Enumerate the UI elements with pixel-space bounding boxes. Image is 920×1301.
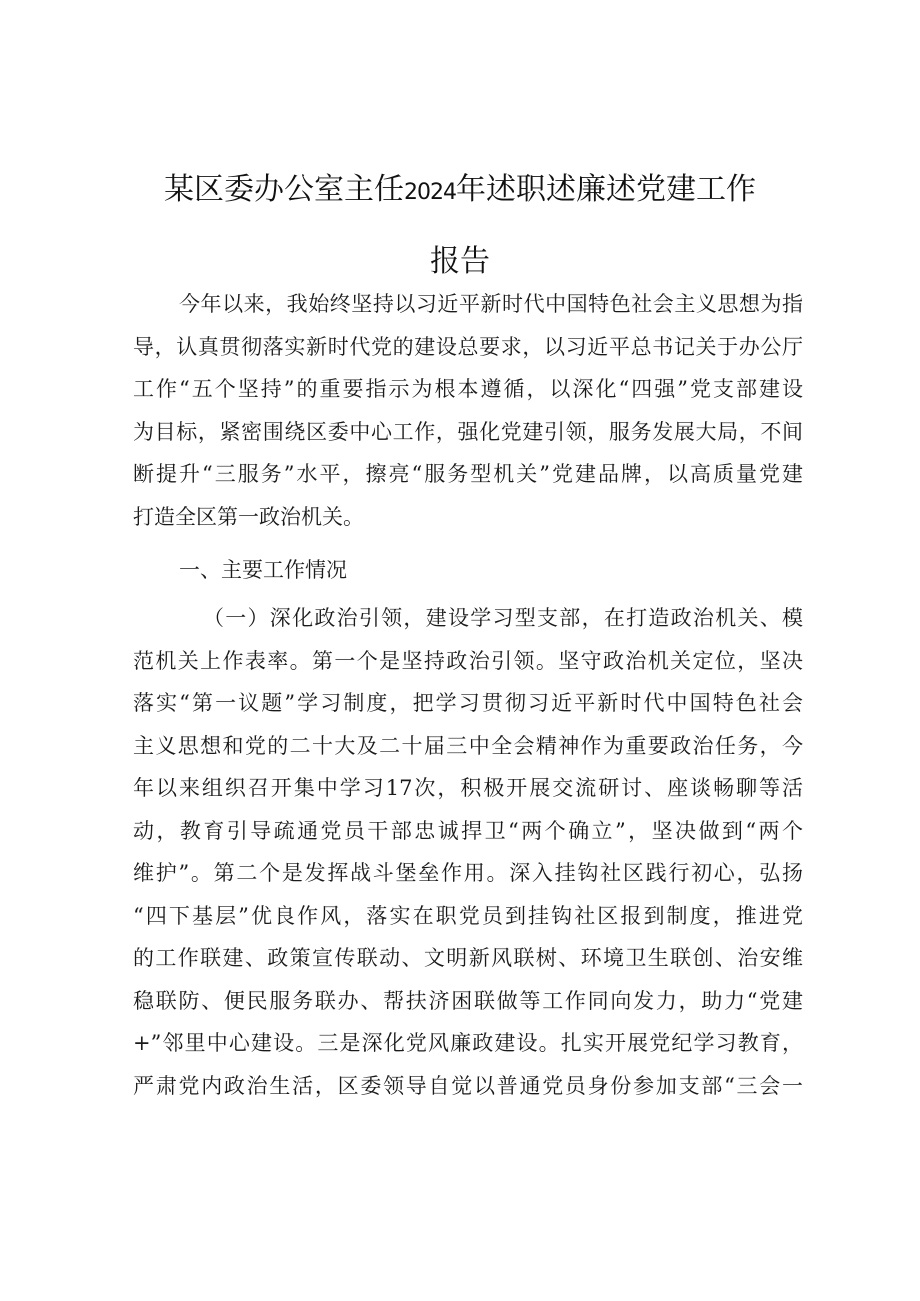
document-title-line-2: 报告 <box>430 244 490 279</box>
title-text-a: 某区委办公室主任 <box>164 172 404 207</box>
paragraph-line: （一）深化政治引领，建设学习型支部，在打造政治机关、模 <box>203 606 803 630</box>
paragraph-line: 为目标，紧密围绕区委中心工作，强化党建引领，服务发展大局，不间 <box>133 419 803 444</box>
paragraph-line: 年以来组织召开集中学习17次，积极开展交流研讨、座谈畅聊等活 <box>133 776 803 800</box>
paragraph-line: 导，认真贯彻落实新时代党的建设总要求，以习近平总书记关于办公厅 <box>133 334 803 359</box>
intro-paragraph <box>133 283 803 538</box>
paragraph-line: 严肃党内政治生活，区委领导自觉以普通党员身份参加支部“三会一 <box>133 1073 803 1098</box>
title-year: 2024 <box>404 180 456 205</box>
document-title-line-1 <box>100 168 820 215</box>
title-text-b: 年述职述廉述党建工作 <box>456 172 756 207</box>
section-heading <box>133 549 803 592</box>
paragraph-line: 工作“五个坚持”的重要指示为根本遵循，以深化“四强”党支部建设 <box>133 377 803 401</box>
paragraph-line: 范机关上作表率。第一个是坚持政治引领。坚守政治机关定位，坚决 <box>133 648 803 673</box>
paragraph-line: 主义思想和党的二十大及二十届三中全会精神作为重要政治任务，今 <box>133 733 803 758</box>
paragraph-line: 今年以来，我始终坚持以习近平新时代中国特色社会主义思想为指 <box>179 292 803 316</box>
paragraph-line: 动，教育引导疏通党员干部忠诚捍卫“两个确立”，坚决做到“两个 <box>133 818 803 843</box>
sub-section-paragraph <box>133 597 803 1107</box>
paragraph-line: 落实“第一议题”学习制度，把学习贯彻习近平新时代中国特色社会 <box>133 691 803 715</box>
paragraph-line: 打造全区第一政治机关。 <box>133 504 364 529</box>
paragraph-line: “四下基层”优良作风，落实在职党员到挂钩社区报到制度，推进党 <box>133 903 803 928</box>
paragraph-line: +”邻里中心建设。三是深化党风廉政建设。扎实开展党纪学习教育， <box>133 1031 803 1055</box>
paragraph-line: 稳联防、便民服务联办、帮扶济困联做等工作同向发力，助力“党建 <box>133 988 803 1013</box>
paragraph-line: 断提升“三服务”水平，擦亮“服务型机关”党建品牌，以高质量党建 <box>133 462 803 486</box>
paragraph-line: 的工作联建、政策宣传联动、文明新风联树、环境卫生联创、治安维 <box>133 946 803 970</box>
section-heading-text: 一、主要工作情况 <box>179 558 347 582</box>
paragraph-line: 维护”。第二个是发挥战斗堡垒作用。深入挂钩社区践行初心，弘扬 <box>133 861 803 885</box>
